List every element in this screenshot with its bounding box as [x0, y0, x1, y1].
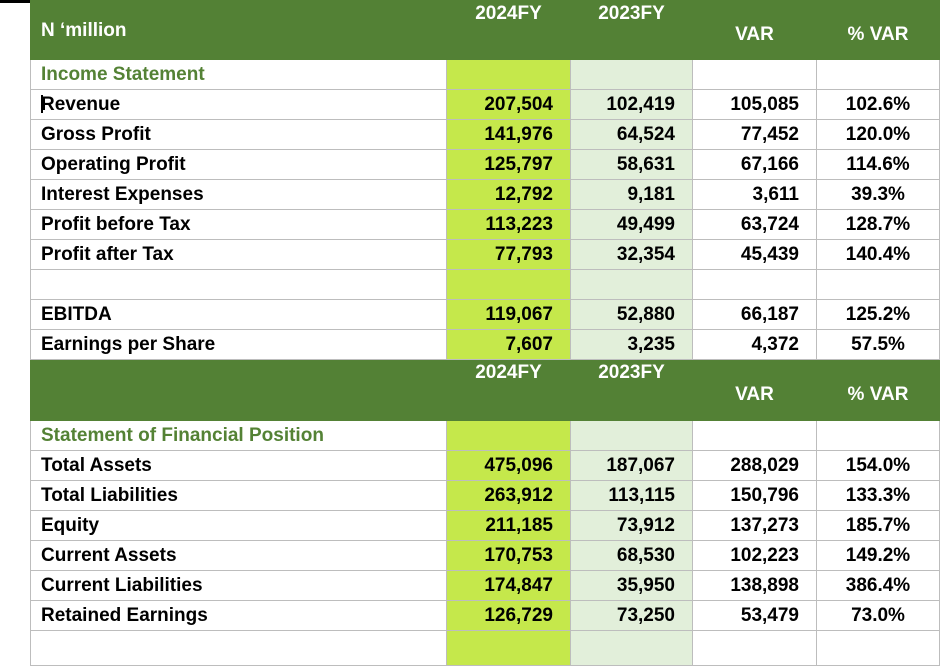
section-title-position: Statement of Financial Position — [31, 421, 447, 451]
value-2024: 207,504 — [447, 90, 571, 120]
value-2024: 263,912 — [447, 481, 571, 511]
row-label: Profit before Tax — [31, 210, 447, 240]
value-var: 77,452 — [693, 120, 817, 150]
blank-row — [31, 631, 940, 666]
section-row-income — [31, 60, 940, 90]
header-2023fy: 2023FY — [571, 1, 693, 60]
value-2024: 7,607 — [447, 330, 571, 360]
row-label: Profit after Tax — [31, 240, 447, 270]
value-2024: 113,223 — [447, 210, 571, 240]
table-row — [31, 240, 940, 270]
value-var: 105,085 — [693, 90, 817, 120]
value-2023: 73,250 — [571, 601, 693, 631]
table-row — [31, 120, 940, 150]
row-label: EBITDA — [31, 300, 447, 330]
header-2024fy: 2024FY — [447, 360, 571, 421]
table-row — [31, 541, 940, 571]
row-label: Total Liabilities — [31, 481, 447, 511]
value-2023: 64,524 — [571, 120, 693, 150]
value-2024: 126,729 — [447, 601, 571, 631]
value-2024: 174,847 — [447, 571, 571, 601]
header-row — [31, 1, 940, 60]
value-pct-var: 125.2% — [817, 300, 940, 330]
row-label: Revenue — [31, 90, 447, 120]
value-2023: 32,354 — [571, 240, 693, 270]
value-2023: 73,912 — [571, 511, 693, 541]
value-2023: 68,530 — [571, 541, 693, 571]
table-row — [31, 451, 940, 481]
value-pct-var: 120.0% — [817, 120, 940, 150]
value-pct-var: 386.4% — [817, 571, 940, 601]
value-2023: 49,499 — [571, 210, 693, 240]
table-row — [31, 150, 940, 180]
value-2024: 77,793 — [447, 240, 571, 270]
value-var: 150,796 — [693, 481, 817, 511]
units-label: N ‘million — [31, 1, 447, 60]
value-var: 102,223 — [693, 541, 817, 571]
row-label: Interest Expenses — [31, 180, 447, 210]
section-row-position — [31, 421, 940, 451]
row-label: Current Assets — [31, 541, 447, 571]
value-pct-var: 102.6% — [817, 90, 940, 120]
header-row-2 — [31, 360, 940, 421]
value-var: 288,029 — [693, 451, 817, 481]
value-var: 4,372 — [693, 330, 817, 360]
value-pct-var: 133.3% — [817, 481, 940, 511]
value-var: 137,273 — [693, 511, 817, 541]
value-var: 66,187 — [693, 300, 817, 330]
table-row — [31, 481, 940, 511]
table-row — [31, 571, 940, 601]
value-pct-var: 73.0% — [817, 601, 940, 631]
row-label: Current Liabilities — [31, 571, 447, 601]
table-row — [31, 90, 940, 120]
section-title-income: Income Statement — [31, 60, 447, 90]
value-2024: 141,976 — [447, 120, 571, 150]
value-2024: 125,797 — [447, 150, 571, 180]
top-edge-line — [0, 0, 30, 3]
financial-table — [30, 0, 940, 666]
value-pct-var: 114.6% — [817, 150, 940, 180]
value-2023: 3,235 — [571, 330, 693, 360]
table-row — [31, 180, 940, 210]
value-2023: 35,950 — [571, 571, 693, 601]
value-2023: 113,115 — [571, 481, 693, 511]
blank-row — [31, 270, 940, 300]
value-var: 45,439 — [693, 240, 817, 270]
value-pct-var: 185.7% — [817, 511, 940, 541]
header-2024fy: 2024FY — [447, 1, 571, 60]
header-var: VAR — [693, 360, 817, 421]
table-row — [31, 511, 940, 541]
table-row — [31, 300, 940, 330]
row-label: Operating Profit — [31, 150, 447, 180]
row-label: Retained Earnings — [31, 601, 447, 631]
value-2023: 52,880 — [571, 300, 693, 330]
row-label: Equity — [31, 511, 447, 541]
value-2023: 9,181 — [571, 180, 693, 210]
value-pct-var: 57.5% — [817, 330, 940, 360]
value-pct-var: 39.3% — [817, 180, 940, 210]
value-2023: 58,631 — [571, 150, 693, 180]
header-var: VAR — [693, 1, 817, 60]
value-pct-var: 149.2% — [817, 541, 940, 571]
value-var: 53,479 — [693, 601, 817, 631]
value-var: 138,898 — [693, 571, 817, 601]
value-pct-var: 140.4% — [817, 240, 940, 270]
value-2024: 12,792 — [447, 180, 571, 210]
value-var: 67,166 — [693, 150, 817, 180]
table-row — [31, 330, 940, 360]
value-var: 63,724 — [693, 210, 817, 240]
table-row — [31, 210, 940, 240]
value-2024: 211,185 — [447, 511, 571, 541]
row-label: Gross Profit — [31, 120, 447, 150]
value-pct-var: 154.0% — [817, 451, 940, 481]
value-2023: 187,067 — [571, 451, 693, 481]
value-2024: 170,753 — [447, 541, 571, 571]
row-label: Total Assets — [31, 451, 447, 481]
value-2024: 119,067 — [447, 300, 571, 330]
row-label: Earnings per Share — [31, 330, 447, 360]
table-row — [31, 601, 940, 631]
header-pct-var: % VAR — [817, 360, 940, 421]
value-2024: 475,096 — [447, 451, 571, 481]
value-var: 3,611 — [693, 180, 817, 210]
header-2023fy: 2023FY — [571, 360, 693, 421]
value-pct-var: 128.7% — [817, 210, 940, 240]
value-2023: 102,419 — [571, 90, 693, 120]
header-pct-var: % VAR — [817, 1, 940, 60]
